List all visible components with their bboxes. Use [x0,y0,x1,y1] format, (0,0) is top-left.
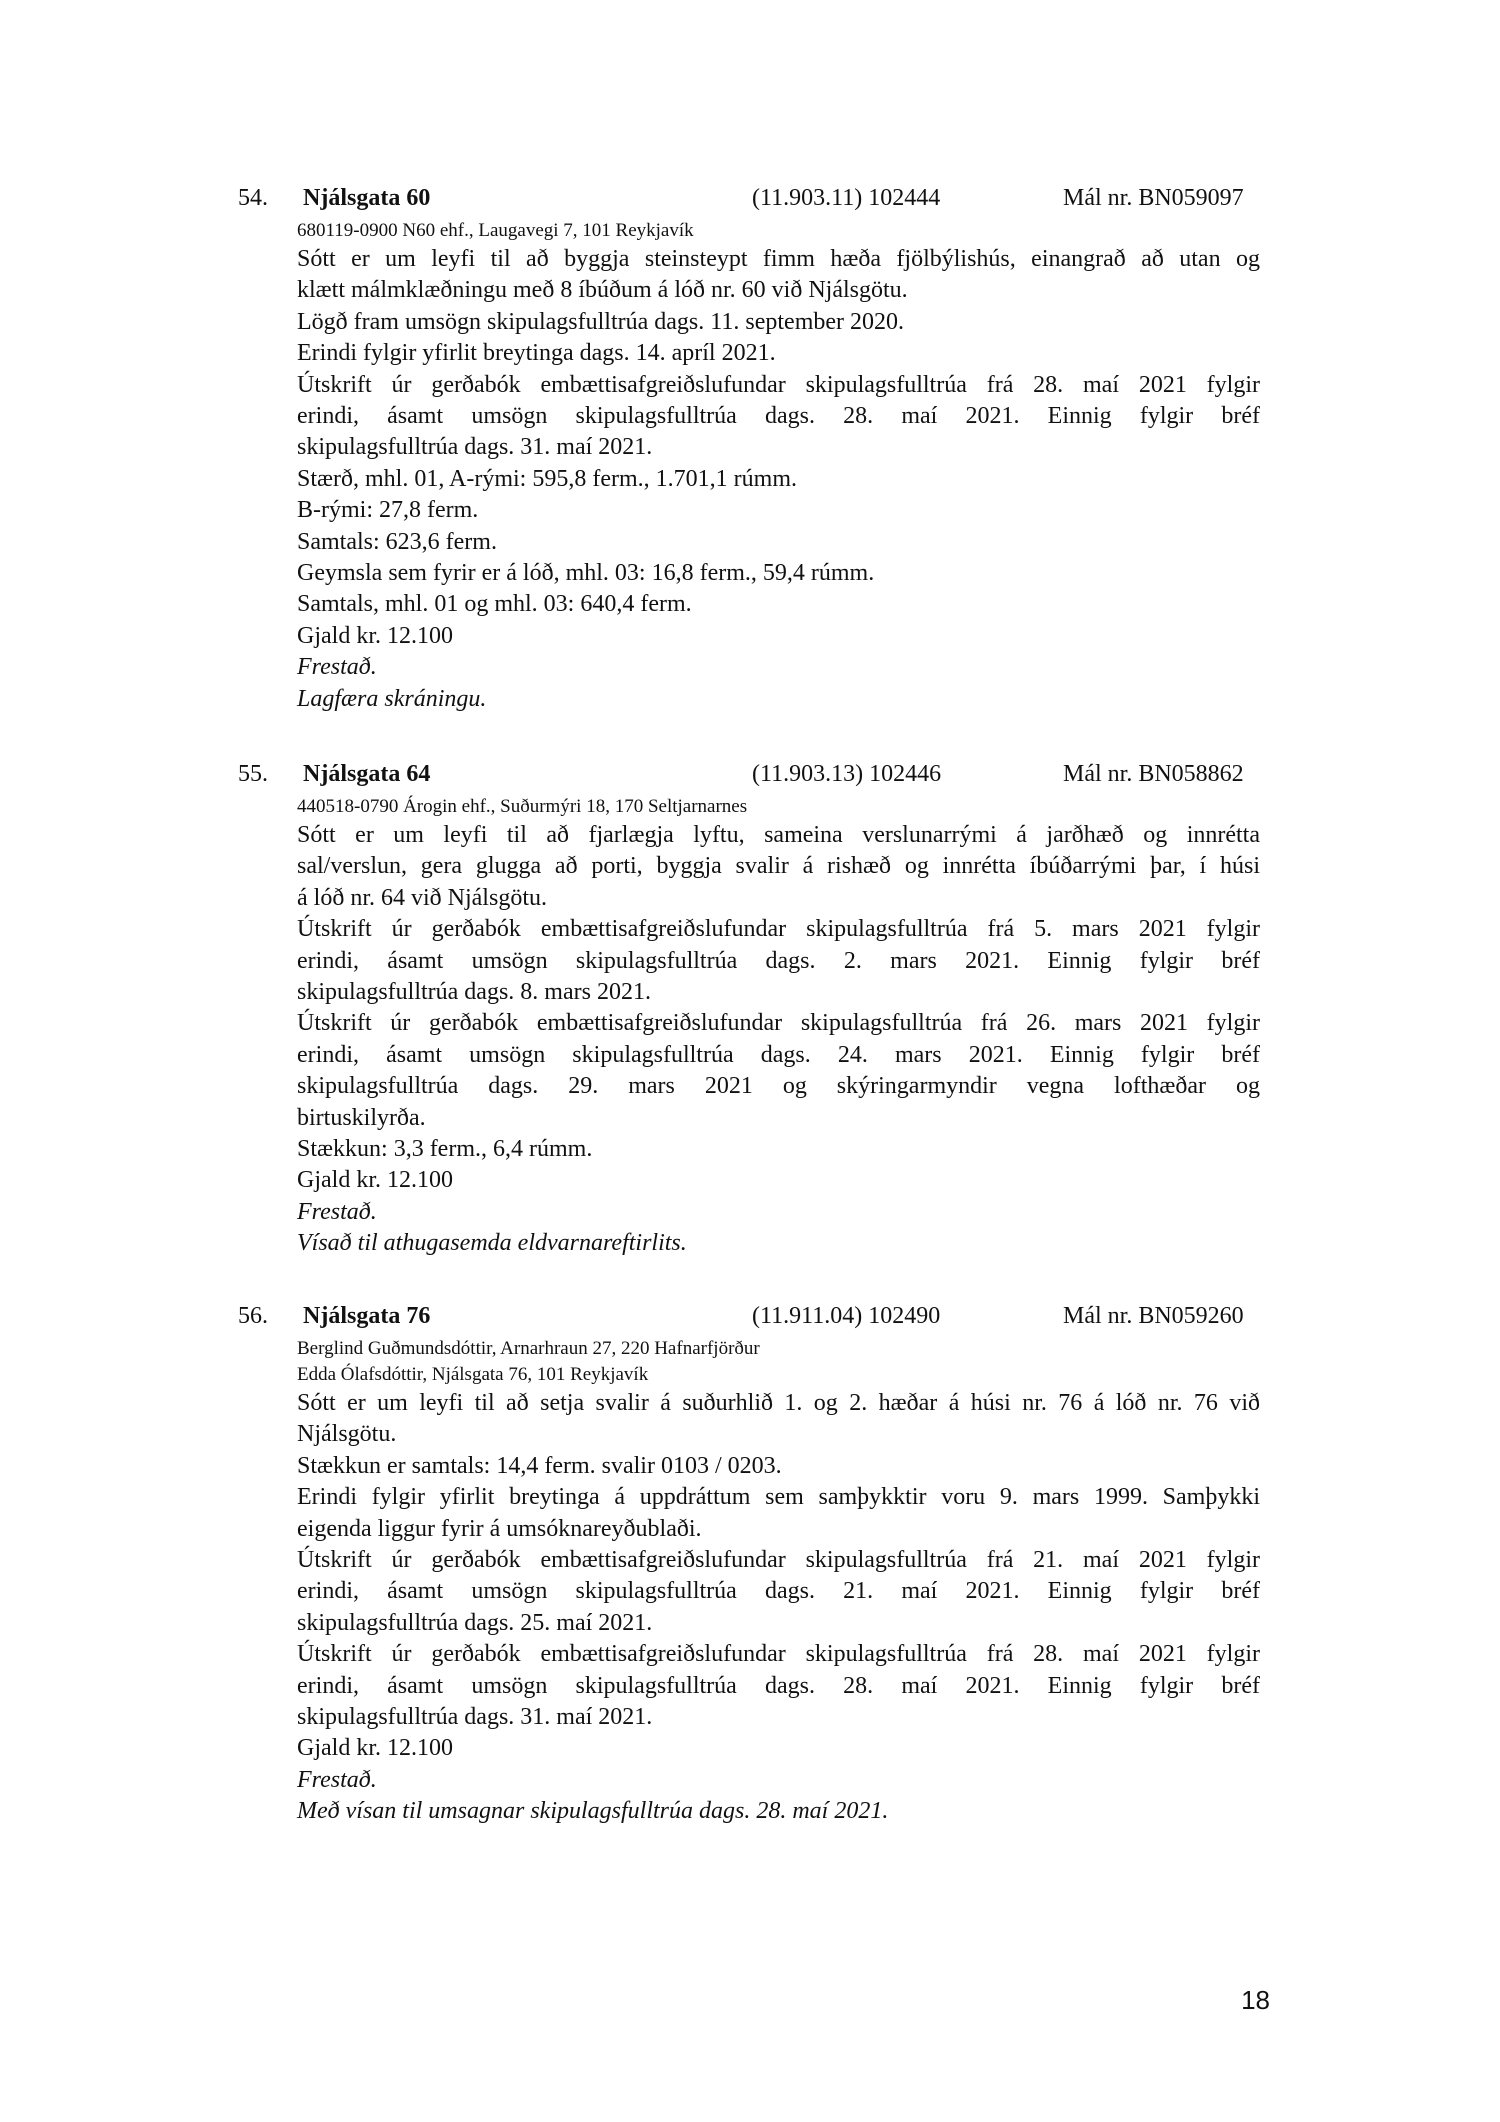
body-line: Samtals, mhl. 01 og mhl. 03: 640,4 ferm. [297,591,692,618]
body-line: birtuskilyrða. [297,1104,426,1131]
case-entry-54 [0,182,1500,715]
entry-reference: (11.911.04) 102490 [752,1303,941,1329]
body-line: Njálsgötu. [297,1421,397,1448]
applicant: 440518-0790 Árogin ehf., Suðurmýri 18, 170 Seltjarnarnes [297,796,748,817]
entry-address: Njálsgata 60 [303,185,431,211]
body-line: Útskrift úr gerðabók embættisafgreiðslufundar skipulagsfulltrúa frá 5. mars 2021 fylgir [297,916,1260,943]
decision-status: Frestað. [297,1766,377,1793]
body-line: Lögð fram umsögn skipulagsfulltrúa dags. 11. september 2020. [297,308,905,335]
entry-case-number: Mál nr. BN058862 [1063,761,1244,787]
body-line: Erindi fylgir yfirlit breytinga dags. 14. apríl 2021. [297,340,776,367]
body-line: Útskrift úr gerðabók embættisafgreiðslufundar skipulagsfulltrúa frá 26. mars 2021 fylgir [297,1010,1260,1037]
entry-address: Njálsgata 64 [303,761,431,787]
entry-reference: (11.903.11) 102444 [752,185,941,211]
decision-note: Vísað til athugasemda eldvarnareftirlits. [297,1230,687,1257]
applicant: 680119-0900 N60 ehf., Laugavegi 7, 101 Reykjavík [297,220,694,241]
body-line: skipulagsfulltrúa dags. 29. mars 2021 og skýringarmyndir vegna lofthæðar og [297,1073,1260,1100]
fee-line: Gjald kr. 12.100 [297,622,453,649]
entry-header [0,1300,1500,1336]
entry-case-number: Mál nr. BN059097 [1063,185,1244,211]
entry-header [0,182,1500,218]
body-line: skipulagsfulltrúa dags. 31. maí 2021. [297,434,653,461]
body-line: skipulagsfulltrúa dags. 8. mars 2021. [297,979,651,1006]
body-line: Útskrift úr gerðabók embættisafgreiðslufundar skipulagsfulltrúa frá 28. maí 2021 fylgir [297,371,1260,398]
body-line: Stærð, mhl. 01, A-rými: 595,8 ferm., 1.701,1 rúmm. [297,465,797,492]
entry-body [297,1336,1260,1828]
body-line: Stækkun: 3,3 ferm., 6,4 rúmm. [297,1136,593,1163]
entry-number: 56. [238,1303,268,1329]
body-line: Samtals: 623,6 ferm. [297,528,497,555]
body-line: skipulagsfulltrúa dags. 25. maí 2021. [297,1609,653,1636]
body-line: Sótt er um leyfi til að setja svalir á suðurhlið 1. og 2. hæðar á húsi nr. 76 á lóð nr. 76 við [297,1390,1260,1416]
case-entry-56 [0,1300,1500,1828]
body-line: erindi, ásamt umsögn skipulagsfulltrúa dags. 21. maí 2021. Einnig fylgir bréf [297,1578,1260,1605]
fee-line: Gjald kr. 12.100 [297,1735,453,1762]
decision-note: Lagfæra skráningu. [297,685,487,712]
body-line: á lóð nr. 64 við Njálsgötu. [297,884,547,911]
body-line: erindi, ásamt umsögn skipulagsfulltrúa dags. 2. mars 2021. Einnig fylgir bréf [297,947,1260,974]
fee-line: Gjald kr. 12.100 [297,1167,453,1194]
body-line: Stækkun er samtals: 14,4 ferm. svalir 0103 / 0203. [297,1452,782,1479]
body-line: B-rými: 27,8 ferm. [297,497,479,524]
body-line: erindi, ásamt umsögn skipulagsfulltrúa dags. 28. maí 2021. Einnig fylgir bréf [297,1672,1260,1699]
entry-header [0,758,1500,794]
body-line: Útskrift úr gerðabók embættisafgreiðslufundar skipulagsfulltrúa frá 28. maí 2021 fylgir [297,1641,1260,1668]
body-line: eigenda liggur fyrir á umsóknareyðublaði. [297,1515,702,1542]
entry-case-number: Mál nr. BN059260 [1063,1303,1244,1329]
decision-status: Frestað. [297,1198,377,1225]
applicant: Edda Ólafsdóttir, Njálsgata 76, 101 Reykjavík [297,1364,649,1385]
entry-number: 54. [238,185,268,211]
body-line: sal/verslun, gera glugga að porti, byggja svalir á rishæð og innrétta íbúðarrými þar, í húsi [297,853,1260,880]
decision-status: Frestað. [297,654,377,681]
body-line: Sótt er um leyfi til að byggja steinsteypt fimm hæða fjölbýlishús, einangrað að utan og [297,246,1260,272]
body-line: Erindi fylgir yfirlit breytinga á uppdráttum sem samþykktir voru 9. mars 1999. Samþykki [297,1484,1260,1511]
body-line: Sótt er um leyfi til að fjarlægja lyftu, sameina verslunarrými á jarðhæð og innrétta [297,822,1260,848]
body-line: skipulagsfulltrúa dags. 31. maí 2021. [297,1704,653,1731]
body-line: Geymsla sem fyrir er á lóð, mhl. 03: 16,8 ferm., 59,4 rúmm. [297,560,875,587]
decision-note: Með vísan til umsagnar skipulagsfulltrúa dags. 28. maí 2021. [297,1798,889,1825]
body-line: erindi, ásamt umsögn skipulagsfulltrúa dags. 24. mars 2021. Einnig fylgir bréf [297,1041,1260,1068]
page-number: 18 [1241,1985,1270,2015]
entry-body [297,794,1260,1260]
body-line: klætt málmklæðningu með 8 íbúðum á lóð nr. 60 við Njálsgötu. [297,277,908,304]
entry-reference: (11.903.13) 102446 [752,761,942,787]
body-line: erindi, ásamt umsögn skipulagsfulltrúa dags. 28. maí 2021. Einnig fylgir bréf [297,403,1260,430]
entry-body [297,218,1260,715]
entry-address: Njálsgata 76 [303,1303,431,1329]
entry-number: 55. [238,761,268,787]
case-entry-55 [0,758,1500,1260]
applicant: Berglind Guðmundsdóttir, Arnarhraun 27, 220 Hafnarfjörður [297,1338,760,1359]
body-line: Útskrift úr gerðabók embættisafgreiðslufundar skipulagsfulltrúa frá 21. maí 2021 fylgir [297,1547,1260,1574]
